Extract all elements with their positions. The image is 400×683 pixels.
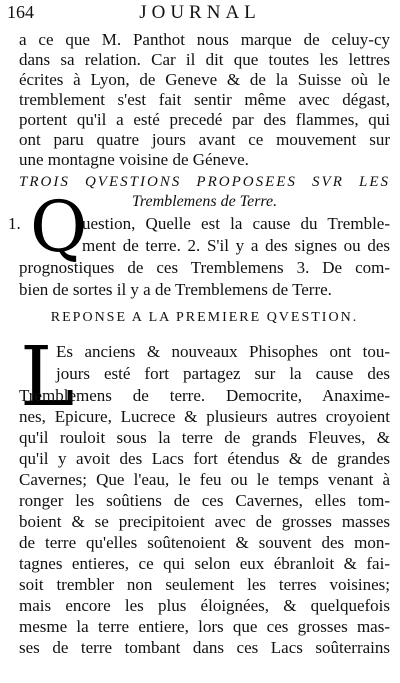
para1-line: écrites à Lyon, de Geneve & de la Suisse où le (19, 70, 390, 89)
para1-line: ont paru quatre jours avant ce mouvement sur (19, 130, 390, 149)
running-head: JOURNAL (139, 2, 261, 23)
question-number: 1. (8, 214, 21, 233)
response-line: qu'il rouloit sous la terre de grands Fleuves, & (19, 428, 390, 447)
section-title: TROIS QVESTIONS PROPOSEES SVR LES (19, 174, 390, 190)
response-line: Cavernes; Que l'eau, le feu ou le temps venant à (19, 470, 390, 489)
response-title: REPONSE A LA PREMIERE QVESTION. (50, 310, 359, 325)
questions-line: ment de terre. 2. S'il y a des signes ou des (82, 236, 390, 255)
para1-line: dans sa relation. Car il dit que toutes les lettres (19, 50, 390, 69)
response-line: Es anciens & nouveaux Phisophes ont tou- (56, 342, 390, 361)
response-line: ronger les soûtiens de ces Cavernes, elles tom- (19, 491, 390, 510)
response-line: jours esté fort partagez sur la cause des (56, 364, 390, 383)
questions-line: bien de sortes il y a de Tremblemens de Terre. (19, 280, 332, 299)
response-line: nes, Epicure, Lucrece & plusieurs autres croyoient (19, 407, 390, 426)
para1-line: portent qu'il a esté precedé par des flammes, qui (19, 110, 390, 129)
response-line: mais encore les plus éloignées, & quelquefois (19, 596, 390, 615)
response-line: Tremblemens de terre. Democrite, Anaxime- (19, 386, 390, 405)
para1-line: tremblement s'est fait sentir même avec dégast, (19, 90, 390, 109)
dropcap-q: Q (30, 186, 88, 268)
section-subtitle: Tremblemens de Terre. (131, 193, 278, 210)
questions-line: uestion, Quelle est la cause du Tremble- (82, 214, 390, 233)
response-line: soit trembler non seulement les terres voisines; (19, 575, 390, 594)
response-line: qu'il y avoit des Lacs fort étendus & de grandes (19, 449, 390, 468)
response-line: mesme la terre entiere, lors que ces grosses mas- (19, 617, 390, 636)
page-header (0, 2, 400, 24)
dropcap-l: L (20, 330, 75, 425)
page-number: 164 (7, 2, 34, 22)
questions-line: prognostiques de ces Tremblemens 3. De com- (19, 258, 390, 277)
para1-line: a ce que M. Panthot nous marque de celuy-cy (19, 30, 390, 49)
response-line: tagnes entieres, ce qui selon eux ébranloit & fai- (19, 554, 390, 573)
response-line: ses de terre tombant dans ces Lacs soûterrains (19, 638, 390, 657)
response-line: boient & se precipitoient avec de grosses masses (19, 512, 390, 531)
response-line: de terre qu'elles soûtenoient & souvent des mon- (19, 533, 390, 552)
para1-line: une montagne voisine de Géneve. (19, 150, 249, 169)
